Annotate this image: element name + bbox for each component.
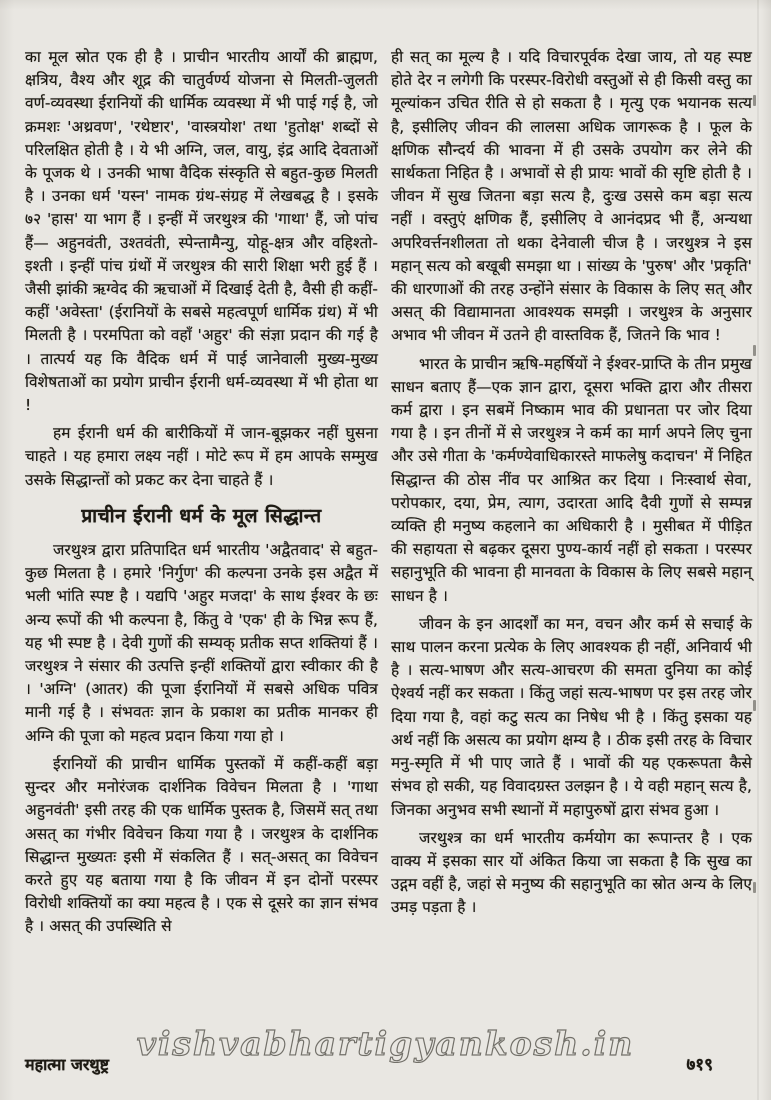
paragraph: का मूल स्रोत एक ही है । प्राचीन भारतीय आर्यों की ब्राह्मण, क्षत्रिय, वैश्य और शूद्र की चातुर्वर्ण्य योजना से मिलती-जुलती वर्ण-व्यवस्था ईरानियों की धार्मिक व्यवस्था में भी पाई गई है, जो क्रमशः 'अथ्रवण', 'रथेष्टार', 'वास्त्रयोश' तथा 'हुतोक्ष' शब्दों से परिलक्षित होती है । ये भी अग्नि, जल, वायु, इंद्र आदि देवताओं के पूजक थे । उनकी भाषा वैदिक संस्कृति से बहुत-कुछ मिलती है । उनका धर्म 'यस्न' नामक ग्रंथ-संग्रह में लेखबद्ध है । इसके ७२ 'हास' या भाग हैं । इन्हीं में जरथुश्त्र की 'गाथा' हैं, जो पांच हैं— अहुनवंती, उश्तवंती, स्पेन्तामैन्यु, योहू-क्षत्र और वहिश्तो-इश्ती । इन्हीं पांच ग्रंथों में जरथुश्त्र की सारी शिक्षा भरी हुई हैं । जैसी झांकी ऋग्वेद की ऋचाओं में दिखाई देती है, वैसी ही कहीं-कहीं 'अवेस्ता' (ईरानियों के सबसे महत्वपूर्ण धार्मिक ग्रंथ) में भी मिलती है । परमपिता को वहाँ 'अहुर' की संज्ञा प्रदान की गई है । तात्पर्य यह कि वैदिक धर्म में पाई जानेवाली मुख्य-मुख्य विशेषताओं का प्रयोग प्राचीन ईरानी धर्म-व्यवस्था में भी होता था !	[25, 48, 378, 415]
scan-artifact-tick	[753, 95, 756, 106]
left-column	[25, 46, 378, 944]
paragraph: भारत के प्राचीन ऋषि-महर्षियों ने ईश्वर-प्राप्ति के तीन प्रमुख साधन बताए हैं—एक ज्ञान द्वारा, दूसरा भक्ति द्वारा और तीसरा कर्म द्वारा । इन सबमें निष्काम भाव की प्रधानता पर जोर दिया गया है । इन तीनों में से जरथुश्त्र ने कर्म का मार्ग अपने लिए चुना और उसे गीता के 'कर्मण्येवाधिकारस्ते माफलेषु कदाचन' में निहित सिद्धान्त की ठोस नींव पर आश्रित कर दिया । निःस्वार्थ सेवा, परोपकार, दया, प्रेम, त्याग, उदारता आदि दैवी गुणों से सम्पन्न व्यक्ति ही मनुष्य कहलाने का अधिकारी है । मुसीबत में पीड़ित की सहायता से बढ़कर दूसरा पुण्य-कार्य नहीं हो सकता । परस्पर सहानुभूति की भावना ही मानवता के विकास के लिए सबसे महान् साधन है ।	[391, 354, 752, 605]
paragraph: जरथुश्त्र का धर्म भारतीय कर्मयोग का रूपान्तर है । एक वाक्य में इसका सार यों अंकित किया जा सकता है कि सुख का उद्गम वहीं है, जहां से मनुष्य की सहानुभूति का स्रोत अन्य के लिए उमड़ पड़ता है ।	[391, 828, 752, 917]
footer-book-title: महात्मा जरथुष्ट्र	[25, 1055, 109, 1074]
scan-fold-line	[757, 0, 759, 1100]
page-number: ७१९	[686, 1055, 713, 1075]
right-column	[391, 46, 752, 925]
paragraph: ही सत् का मूल्य है । यदि विचारपूर्वक देखा जाय, तो यह स्पष्ट होते देर न लगेगी कि परस्पर-विरोधी वस्तुओं से ही किसी वस्तु का मूल्यांकन उचित रीति से हो सकता है । मृत्यु एक भयानक सत्य है, इसीलिए जीवन की लालसा अधिक जागरूक है । फूल के क्षणिक सौन्दर्य की भावना में ही उसके उपयोग कर लेने की सार्थकता निहित है । अभावों से ही प्रायः भावों की सृष्टि होती है । जीवन में सुख जितना बड़ा सत्य है, दुःख उससे कम बड़ा सत्य नहीं । वस्तुएं क्षणिक हैं, इसीलिए वे आनंदप्रद भी हैं, अन्यथा अपरिवर्त्तनशीलता तो थका देनेवाली चीज है । जरथुश्त्र ने इस महान् सत्य को बखूबी समझा था । सांख्य के 'पुरुष' और 'प्रकृति' की धारणाओं की तरह उन्होंने संसार के विकास के लिए सत् और असत् की विद्यामानता आवश्यक समझी । जरथुश्त्र के अनुसार अभाव भी जीवन में उतने ही वास्तविक हैं, जितने कि भाव !	[391, 48, 752, 345]
scan-artifact-tick	[753, 882, 756, 893]
scan-artifact-tick	[753, 700, 756, 711]
page-footer	[25, 1052, 741, 1075]
paragraph: ईरानियों की प्राचीन धार्मिक पुस्तकों में कहीं-कहीं बड़ा सुन्दर और मनोरंजक दार्शनिक विवेचन मिलता है । 'गाथा अहुनवंती' इसी तरह की एक धार्मिक पुस्तक है, जिसमें सत् तथा असत् का गंभीर विवेचन किया गया है । जरथुश्त्र के दार्शनिक सिद्धान्त मुख्यतः इसी में संकलित हैं । सत्-असत् का विवेचन करते हुए यह बताया गया है कि जीवन में इन दोनों परस्पर विरोधी शक्तियों का क्या महत्व है । एक से दूसरे का ज्ञान संभव है । असत् की उपस्थिति से	[25, 754, 378, 936]
site-watermark: vishvabhartigyankosh.in	[136, 1024, 635, 1063]
paragraph: जीवन के इन आदर्शों का मन, वचन और कर्म से सचाई के साथ पालन करना प्रत्येक के लिए आवश्यक ही नहीं, अनिवार्य भी है । सत्य-भाषण और सत्य-आचरण की समता दुनिया का कोई ऐश्वर्य नहीं कर सकता । किंतु जहां सत्य-भाषण पर इस तरह जोर दिया गया है, वहां कटु सत्य का निषेध भी है । किंतु इसका यह अर्थ नहीं कि असत्य का प्रयोग क्षम्य है । ठीक इसी तरह के विचार मनु-स्मृति में भी पाए जाते हैं । भावों की यह एकरूपता कैसे संभव हो सकी, यह विवादग्रस्त उलझन है । ये वही महान् सत्य है, जिनका अनुभव सभी स्थानों में महापुरुषों द्वारा संभव हुआ ।	[391, 614, 752, 819]
paragraph: जरथुश्त्र द्वारा प्रतिपादित धर्म भारतीय 'अद्वैतवाद' से बहुत-कुछ मिलता है । हमारे 'निर्गुण' की कल्पना उनके इस अद्वैत में भली भांति स्पष्ट है । यद्यपि 'अहुर मजदा' के साथ ईश्वर के छः अन्य रूपों की भी कल्पना है, किंतु वे 'एक' ही के भिन्न रूप हैं, यह भी स्पष्ट है । देवी गुणों की सम्यक् प्रतीक सप्त शक्तियां हैं । जरथुश्त्र ने संसार की उत्पत्ति इन्हीं शक्तियों द्वारा स्वीकार की है । 'अग्नि' (आतर) की पूजा ईरानियों में सबसे अधिक पवित्र मानी गई है । संभवतः ज्ञान के प्रकाश का प्रतीक मानकर ही अग्नि की पूजा को महत्व प्रदान किया गया हो ।	[25, 541, 378, 745]
scan-artifact-tick	[753, 345, 756, 356]
section-heading: प्राचीन ईरानी धर्म के मूल सिद्धान्त	[81, 504, 322, 527]
paragraph: हम ईरानी धर्म की बारीकियों में जान-बूझकर नहीं घुसना चाहते । यह हमारा लक्ष्य नहीं । मोटे रूप में हम आपके सम्मुख उसके सिद्धान्तों को प्रकट कर देना चाहते हैं ।	[25, 424, 378, 489]
